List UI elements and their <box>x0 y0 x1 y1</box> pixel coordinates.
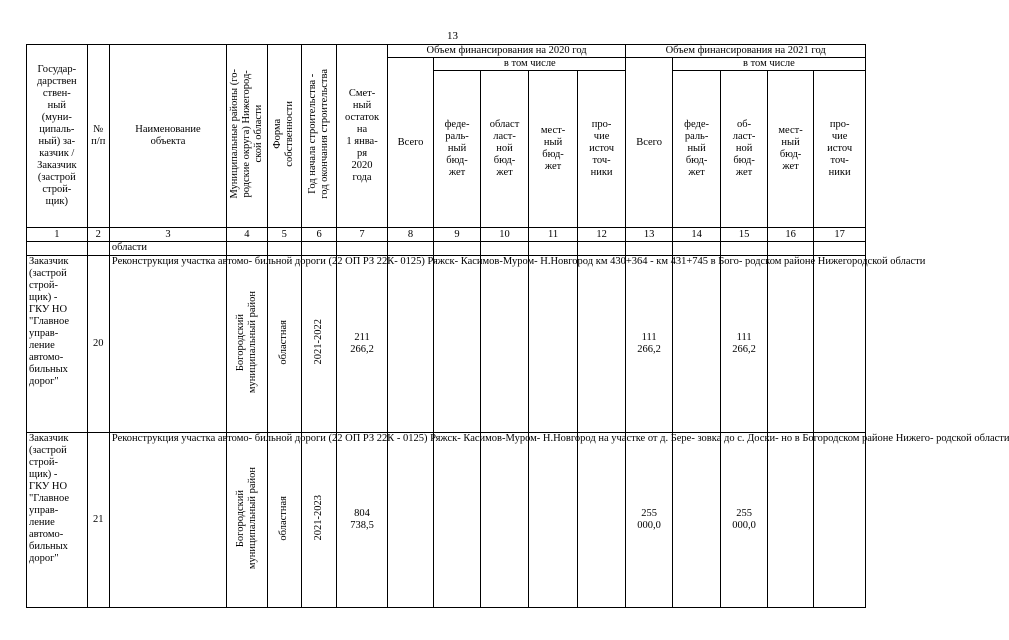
table-cell <box>480 433 529 608</box>
row-object: Реконструкция участка автомо- бильной дороги (22 ОП РЗ 22К- 0125) Ряжск- Касимов-Муром- Н.Новгород км 430+364 - км 431+745 в Бого- родском районе Нижегородской области <box>109 256 226 433</box>
row-years: 2021-2023 <box>301 433 336 608</box>
header-number: № п/п <box>87 45 109 228</box>
header-other-2021: про- чие источ точ- ники <box>814 71 866 228</box>
table-cell <box>814 433 866 608</box>
header-including-2020: в том числе <box>434 58 626 71</box>
header-federal-2020: феде- раль- ный бюд- жет <box>434 71 480 228</box>
table-cell <box>87 242 109 256</box>
header-years: Год начала строительства - год окончания строительства <box>301 45 336 228</box>
row-regional-2021: 111 266,2 <box>721 256 767 433</box>
financing-table <box>26 44 1009 608</box>
header-regional-2021: об- ласт- ной бюд- жет <box>721 71 767 228</box>
column-number: 15 <box>721 228 767 242</box>
header-funding-2021: Объем финансирования на 2021 год <box>626 45 866 58</box>
table-cell <box>814 242 866 256</box>
column-number: 13 <box>626 228 672 242</box>
table-cell <box>577 433 626 608</box>
table-cell <box>721 242 767 256</box>
header-object-name: Наименование объекта <box>109 45 226 228</box>
row-number: 21 <box>87 433 109 608</box>
header-customer: Государ- дарствен ствен- ный (муни- ципаль- ный) за- казчик / Заказчик (застрой строй- щик) <box>27 45 88 228</box>
row-total-2021: 255 000,0 <box>626 433 672 608</box>
table-cell <box>577 256 626 433</box>
row-number: 20 <box>87 256 109 433</box>
table-cell <box>767 256 813 433</box>
header-local-2020: мест- ный бюд- жет <box>529 71 578 228</box>
table-cell <box>434 433 480 608</box>
table-row <box>27 433 866 608</box>
table-cell <box>480 242 529 256</box>
column-number-row <box>27 228 866 242</box>
continuation-text: области <box>109 242 226 256</box>
header-local-2021: мест- ный бюд- жет <box>767 71 813 228</box>
table-cell <box>301 242 336 256</box>
row-remaining-cost: 211 266,2 <box>337 256 388 433</box>
table-cell <box>434 242 480 256</box>
table-cell <box>529 242 578 256</box>
column-number: 3 <box>109 228 226 242</box>
column-number: 4 <box>227 228 267 242</box>
column-number: 12 <box>577 228 626 242</box>
table-cell <box>626 242 672 256</box>
row-regional-2021: 255 000,0 <box>721 433 767 608</box>
row-customer: Заказчик (застрой строй- щик) - ГКУ НО "Главное управ- ление автомо- бильных дорог" <box>27 256 88 433</box>
column-number: 11 <box>529 228 578 242</box>
row-customer: Заказчик (застрой строй- щик) - ГКУ НО "Главное управ- ление автомо- бильных дорог" <box>27 433 88 608</box>
header-row-groups <box>27 45 866 58</box>
column-number: 17 <box>814 228 866 242</box>
header-including-2021: в том числе <box>672 58 865 71</box>
table-cell <box>767 242 813 256</box>
column-number: 16 <box>767 228 813 242</box>
table-cell <box>267 242 301 256</box>
continuation-row <box>27 242 866 256</box>
column-number: 5 <box>267 228 301 242</box>
table-cell <box>387 433 433 608</box>
header-ownership: Форма собственности <box>267 45 301 228</box>
table-cell <box>672 433 721 608</box>
table-cell <box>387 256 433 433</box>
column-number: 8 <box>387 228 433 242</box>
column-number: 14 <box>672 228 721 242</box>
table-cell <box>767 433 813 608</box>
header-total-2020: Всего <box>387 58 433 228</box>
table-cell <box>672 256 721 433</box>
table-cell <box>337 242 388 256</box>
column-number: 1 <box>27 228 88 242</box>
table-cell <box>480 256 529 433</box>
table-cell <box>227 242 267 256</box>
row-object: Реконструкция участка автомо- бильной дороги (22 ОП РЗ 22К - 0125) Ряжск- Касимов-Муром- Н.Новгород на участке от д. Бере- зовка до с. Доски- но в Богородском районе Нижего- родской области <box>109 433 226 608</box>
header-other-2020: про- чие источ точ- ники <box>577 71 626 228</box>
row-district: Богородский муниципальный район <box>227 256 267 433</box>
column-number: 10 <box>480 228 529 242</box>
column-number: 6 <box>301 228 336 242</box>
row-years: 2021-2022 <box>301 256 336 433</box>
page-number: 13 <box>447 30 458 42</box>
row-remaining-cost: 804 738,5 <box>337 433 388 608</box>
table-cell <box>27 242 88 256</box>
column-number: 9 <box>434 228 480 242</box>
table-cell <box>672 242 721 256</box>
table-cell <box>529 256 578 433</box>
table-cell <box>434 256 480 433</box>
header-total-2021: Всего <box>626 58 672 228</box>
column-number: 2 <box>87 228 109 242</box>
header-districts: Муниципальные районы (го- родские округа) Нижегород- ской области <box>227 45 267 228</box>
table-row <box>27 256 866 433</box>
row-ownership: областная <box>267 433 301 608</box>
row-total-2021: 111 266,2 <box>626 256 672 433</box>
header-remaining-cost: Смет- ный остаток на 1 янва- ря 2020 года <box>337 45 388 228</box>
header-federal-2021: феде- раль- ный бюд- жет <box>672 71 721 228</box>
header-funding-2020: Объем финансирования на 2020 год <box>387 45 626 58</box>
header-regional-2020: област ласт- ной бюд- жет <box>480 71 529 228</box>
table-cell <box>577 242 626 256</box>
table-cell <box>814 256 866 433</box>
column-number: 7 <box>337 228 388 242</box>
table-cell <box>529 433 578 608</box>
table-cell <box>387 242 433 256</box>
row-ownership: областная <box>267 256 301 433</box>
row-district: Богородский муниципальный район <box>227 433 267 608</box>
